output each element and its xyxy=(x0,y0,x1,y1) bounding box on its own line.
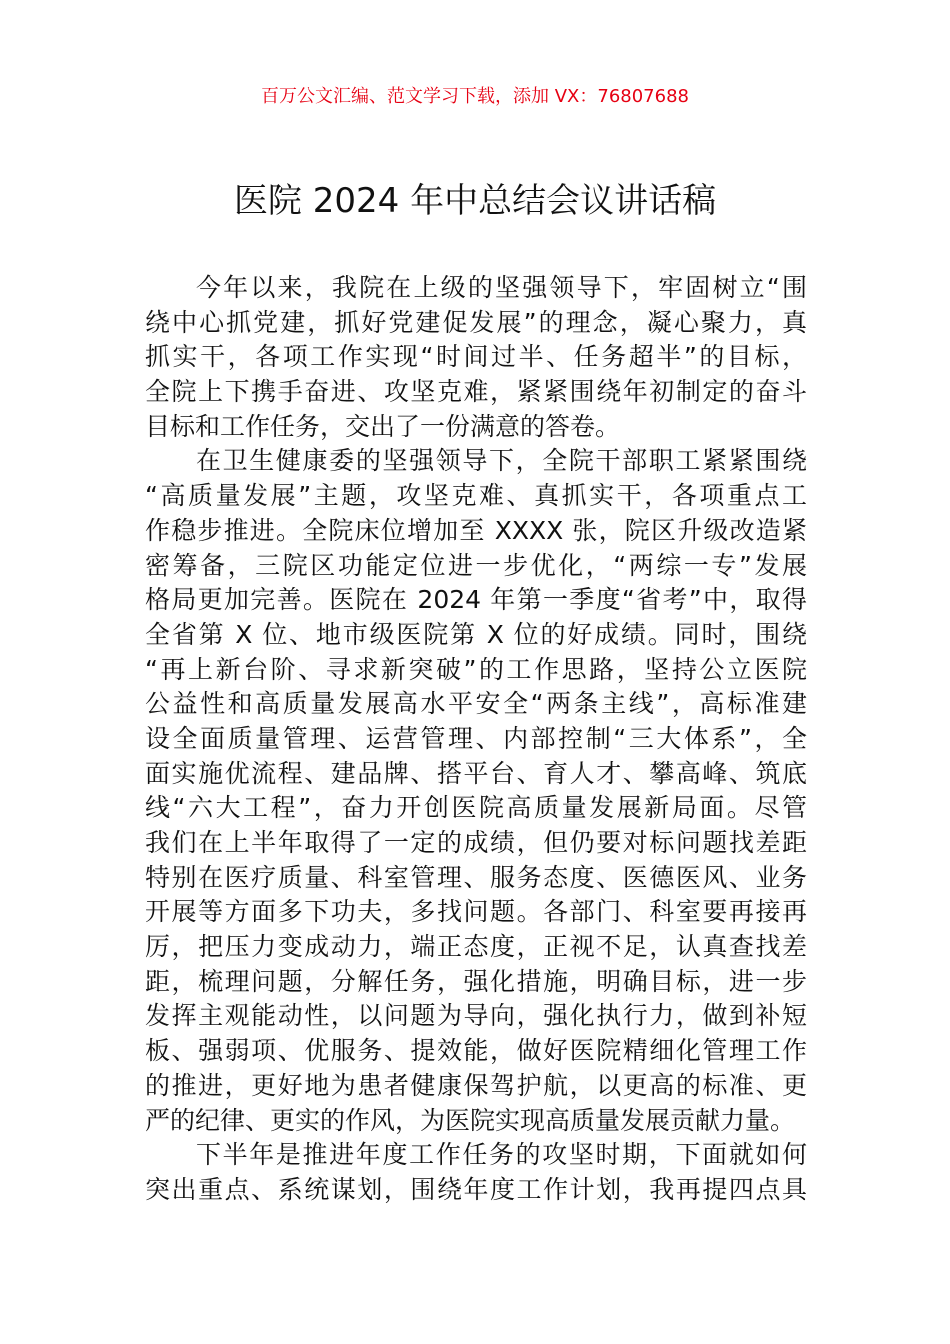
paragraph-line: 全省第 X 位、地市级医院第 X 位的好成绩。同时，围绕 xyxy=(145,619,807,649)
paragraph-line: “再上新台阶、寻求新突破”的工作思路，坚持公立医院 xyxy=(145,654,807,684)
paragraph-line: 的推进，更好地为患者健康保驾护航，以更高的标准、更 xyxy=(145,1070,807,1100)
paragraph-line: 下半年是推进年度工作任务的攻坚时期，下面就如何 xyxy=(196,1140,807,1170)
paragraph-line: 抓实干，各项工作实现“时间过半、任务超半”的目标， xyxy=(145,342,807,372)
paragraph xyxy=(145,444,807,1138)
paragraph-line: 格局更加完善。医院在 2024 年第一季度“省考”中，取得 xyxy=(145,585,807,615)
paragraph-line: “高质量发展”主题，攻坚克难、真抓实干，各项重点工 xyxy=(145,481,807,511)
paragraph-line: 今年以来，我院在上级的坚强领导下，牢固树立“围 xyxy=(196,273,807,302)
paragraph-line: 开展等方面多下功夫，多找问题。各部门、科室要再接再 xyxy=(145,897,807,927)
document-body xyxy=(145,271,807,1208)
paragraph-line: 设全面质量管理、运营管理、内部控制“三大体系”，全 xyxy=(145,723,807,753)
paragraph-line: 在卫生健康委的坚强领导下，全院干部职工紧紧围绕 xyxy=(196,446,807,476)
paragraph-line: 公益性和高质量发展高水平安全“两条主线”，高标准建 xyxy=(145,689,807,719)
paragraph-line: 严的纪律、更实的作风，为医院实现高质量发展贡献力量。 xyxy=(145,1105,796,1135)
paragraph-line: 板、强弱项、优服务、提效能，做好医院精细化管理工作 xyxy=(145,1036,807,1066)
paragraph-line: 面实施优流程、建品牌、搭平台、育人才、攀高峰、筑底 xyxy=(145,758,807,788)
watermark-banner: 百万公文汇编、范文学习下载，添加 VX：76807688 xyxy=(261,86,689,107)
paragraph-line: 我们在上半年取得了一定的成绩，但仍要对标问题找差距 xyxy=(145,828,807,857)
paragraph-line: 全院上下携手奋进、攻坚克难，紧紧围绕年初制定的奋斗 xyxy=(145,377,807,407)
paragraph-line: 特别在医疗质量、科室管理、服务态度、医德医风、业务 xyxy=(145,862,807,892)
paragraph-line: 目标和工作任务，交出了一份满意的答卷。 xyxy=(145,411,621,441)
paragraph xyxy=(145,1138,807,1207)
paragraph-line: 厉，把压力变成动力，端正态度，正视不足，认真查找差 xyxy=(145,932,807,962)
paragraph-line: 密筹备，三院区功能定位进一步优化，“两综一专”发展 xyxy=(145,550,807,580)
paragraph-line: 作稳步推进。全院床位增加至 XXXX 张，院区升级改造紧 xyxy=(145,515,807,545)
paragraph xyxy=(145,271,807,444)
paragraph-line: 发挥主观能动性，以问题为导向，强化执行力，做到补短 xyxy=(145,1001,807,1031)
paragraph-line: 线“六大工程”，奋力开创医院高质量发展新局面。尽管 xyxy=(145,793,807,823)
paragraph-line: 突出重点、系统谋划，围绕年度工作计划，我再提四点具 xyxy=(145,1174,807,1204)
paragraph-line: 绕中心抓党建，抓好党建促发展”的理念，凝心聚力，真 xyxy=(145,307,807,337)
paragraph-line: 距，梳理问题，分解任务，强化措施，明确目标，进一步 xyxy=(145,966,807,996)
document-title: 医院 2024 年中总结会议讲话稿 xyxy=(233,181,717,221)
